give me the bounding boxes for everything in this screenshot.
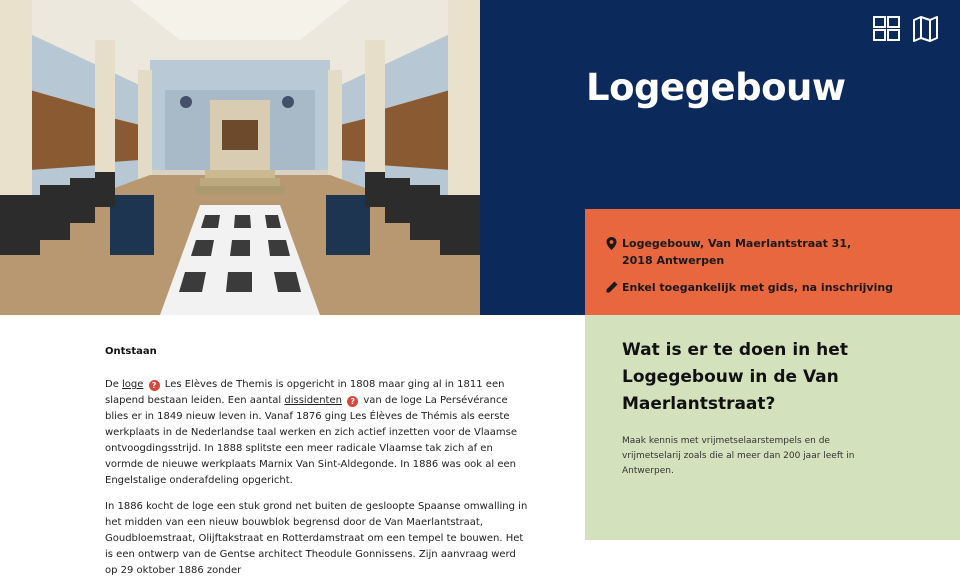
activity-teaser	[585, 315, 960, 540]
location-pin-icon	[606, 237, 619, 250]
help-icon[interactable]: ?	[347, 396, 358, 407]
pencil-icon	[606, 281, 619, 293]
paragraph-2: In 1886 kocht de loge een stuk grond net buiten de gesloopte Spaanse omwalling in het midden van een nieuw bouwblok begrensd door de Van Maerlantstraat, Goudbloemstraat, Olijftakstraat en Rotterdamstraat om een tempel te bouwen. Het is een ontwerp van de Gentse architect Theodule Gonnissens. Zijn aanvraag werd op 29 oktober 1886 zonder	[105, 501, 528, 576]
dissidenten-link[interactable]: dissidenten	[284, 395, 342, 406]
address-row	[606, 235, 940, 269]
section-heading: Ontstaan	[105, 346, 157, 357]
lodge-interior-photo	[0, 0, 480, 315]
access-text: Enkel toegankelijk met gids, na inschrijving	[622, 281, 894, 294]
activity-description: Maak kennis met vrijmetselaarstempels en de vrijmetselarij zoals die al meer dan 200 jaar leeft in Antwerpen.	[622, 436, 855, 476]
activity-question: Wat is er te doen in het Logegebouw in de Van Maerlantstraat?	[622, 340, 848, 414]
grid-view-icon[interactable]	[873, 16, 901, 42]
article-body	[105, 346, 530, 579]
visit-info-box	[585, 209, 960, 315]
text-fragment: Les Elèves de Themis is opgericht in 1808 maar ging al in 1811 een slapend bestaan leiden. Een aantal	[105, 379, 505, 406]
paragraph-1	[105, 377, 530, 489]
loge-link[interactable]: loge	[122, 379, 144, 390]
access-row	[606, 279, 940, 296]
address-text: Logegebouw, Van Maerlantstraat 31, 2018 Antwerpen	[622, 237, 852, 267]
text-fragment: De	[105, 379, 123, 390]
text-fragment: van de loge La Persévérance blies er in 1849 nieuw leven in. Vanaf 1876 ging Les Élèves de Thémis als eerste werkplaats in de Nederlandse taal werken en zich actief inzetten voor de Vlaamse ontvoogdingsstrijd. In 1888 splitste een meer radicale Vlaamse tak zich af en vormde de nieuwe werkplaats Marnix Van Sint-Aldegonde. In 1886 was ook al een Engelstalige onderafdeling opgericht.	[105, 395, 517, 486]
map-icon[interactable]	[912, 16, 940, 42]
page-title: Logegebouw	[586, 66, 846, 109]
help-icon[interactable]: ?	[149, 380, 160, 391]
